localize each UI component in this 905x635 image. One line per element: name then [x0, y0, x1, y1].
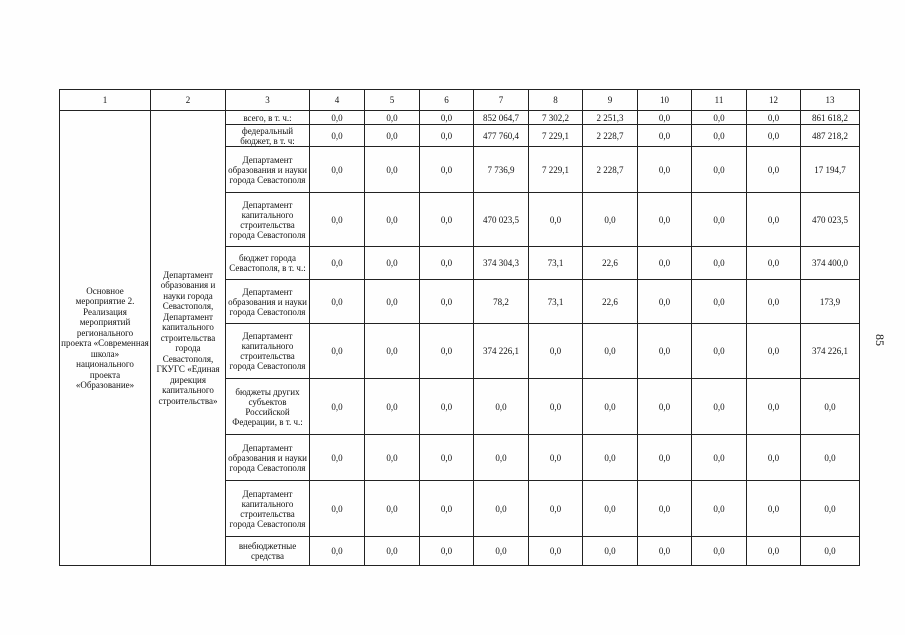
- value-cell: 0,0: [638, 247, 692, 280]
- value-cell: 0,0: [365, 280, 420, 324]
- value-cell: 0,0: [365, 537, 420, 566]
- value-cell: 0,0: [529, 435, 583, 481]
- value-cell: 0,0: [365, 435, 420, 481]
- column-header: 11: [692, 90, 747, 111]
- funding-source-cell: Департамент образования и науки города Севастополя: [226, 280, 310, 324]
- value-cell: 0,0: [310, 193, 365, 247]
- value-cell: 0,0: [747, 324, 801, 379]
- value-cell: 0,0: [692, 280, 747, 324]
- value-cell: 0,0: [638, 147, 692, 193]
- value-cell: 0,0: [365, 111, 420, 125]
- funding-source-cell: всего, в т. ч.:: [226, 111, 310, 125]
- value-cell: 0,0: [638, 537, 692, 566]
- value-cell: 0,0: [420, 379, 474, 435]
- column-header: 1: [60, 90, 151, 111]
- funding-source-cell: Департамент образования и науки города Севастополя: [226, 435, 310, 481]
- value-cell: 0,0: [529, 324, 583, 379]
- value-cell: 17 194,7: [801, 147, 860, 193]
- value-cell: 0,0: [529, 379, 583, 435]
- funding-source-cell: Департамент капитального строительства города Севастополя: [226, 193, 310, 247]
- value-cell: 2 228,7: [583, 147, 638, 193]
- value-cell: 0,0: [801, 537, 860, 566]
- value-cell: 0,0: [692, 147, 747, 193]
- column-header: 10: [638, 90, 692, 111]
- value-cell: 0,0: [310, 111, 365, 125]
- table-body: [60, 111, 860, 566]
- value-cell: 0,0: [365, 125, 420, 147]
- table-row: [60, 111, 860, 125]
- value-cell: 22,6: [583, 247, 638, 280]
- value-cell: 0,0: [310, 435, 365, 481]
- value-cell: 0,0: [692, 111, 747, 125]
- value-cell: 0,0: [529, 537, 583, 566]
- value-cell: 73,1: [529, 247, 583, 280]
- value-cell: 0,0: [638, 125, 692, 147]
- value-cell: 22,6: [583, 280, 638, 324]
- value-cell: 0,0: [420, 537, 474, 566]
- table-header: [60, 90, 860, 111]
- value-cell: 0,0: [692, 193, 747, 247]
- value-cell: 0,0: [692, 324, 747, 379]
- funding-source-cell: Департамент капитального строительства города Севастополя: [226, 324, 310, 379]
- value-cell: 0,0: [365, 193, 420, 247]
- value-cell: 0,0: [638, 435, 692, 481]
- funding-source-cell: федеральный бюджет, в т. ч:: [226, 125, 310, 147]
- value-cell: 0,0: [747, 193, 801, 247]
- funding-source-cell: бюджет города Севастополя, в т. ч.:: [226, 247, 310, 280]
- value-cell: 0,0: [747, 537, 801, 566]
- value-cell: 0,0: [420, 324, 474, 379]
- value-cell: 0,0: [692, 125, 747, 147]
- value-cell: 0,0: [692, 435, 747, 481]
- value-cell: 0,0: [747, 481, 801, 537]
- funding-source-cell: Департамент капитального строительства города Севастополя: [226, 481, 310, 537]
- value-cell: 0,0: [692, 379, 747, 435]
- value-cell: 0,0: [420, 125, 474, 147]
- value-cell: 0,0: [474, 435, 529, 481]
- value-cell: 0,0: [474, 379, 529, 435]
- value-cell: 0,0: [801, 379, 860, 435]
- funding-source-cell: бюджеты других субъектов Российской Федерации, в т. ч.:: [226, 379, 310, 435]
- value-cell: 0,0: [420, 435, 474, 481]
- value-cell: 0,0: [747, 247, 801, 280]
- page-number: 85: [873, 334, 887, 346]
- event-name-cell: Основное мероприятие 2. Реализация мероприятий регионального проекта «Современная школа» национального проекта «Образование»: [60, 111, 151, 566]
- column-header: 3: [226, 90, 310, 111]
- column-header: 5: [365, 90, 420, 111]
- value-cell: 0,0: [583, 379, 638, 435]
- value-cell: 0,0: [420, 193, 474, 247]
- value-cell: 0,0: [583, 435, 638, 481]
- value-cell: 0,0: [420, 481, 474, 537]
- value-cell: 0,0: [310, 537, 365, 566]
- value-cell: 0,0: [747, 280, 801, 324]
- value-cell: 477 760,4: [474, 125, 529, 147]
- value-cell: 374 226,1: [801, 324, 860, 379]
- value-cell: 7 302,2: [529, 111, 583, 125]
- value-cell: 0,0: [365, 481, 420, 537]
- executors-cell: Департамент образования и науки города Севастополя, Департамент капитального строительства города Севастополя, ГКУГС «Единая дирекция капитального строительства»: [151, 111, 226, 566]
- header-row: [60, 90, 860, 111]
- value-cell: 0,0: [801, 435, 860, 481]
- value-cell: 0,0: [365, 147, 420, 193]
- value-cell: 0,0: [474, 537, 529, 566]
- value-cell: 0,0: [583, 193, 638, 247]
- value-cell: 470 023,5: [801, 193, 860, 247]
- value-cell: 7 736,9: [474, 147, 529, 193]
- value-cell: 0,0: [801, 481, 860, 537]
- column-header: 7: [474, 90, 529, 111]
- column-header: 12: [747, 90, 801, 111]
- value-cell: 0,0: [638, 379, 692, 435]
- value-cell: 0,0: [638, 193, 692, 247]
- value-cell: 0,0: [583, 324, 638, 379]
- value-cell: 7 229,1: [529, 125, 583, 147]
- value-cell: 0,0: [583, 481, 638, 537]
- value-cell: 0,0: [529, 193, 583, 247]
- value-cell: 0,0: [747, 379, 801, 435]
- column-header: 6: [420, 90, 474, 111]
- value-cell: 0,0: [529, 481, 583, 537]
- column-header: 8: [529, 90, 583, 111]
- value-cell: 0,0: [583, 537, 638, 566]
- value-cell: 0,0: [310, 247, 365, 280]
- value-cell: 0,0: [310, 125, 365, 147]
- value-cell: 0,0: [638, 111, 692, 125]
- value-cell: 0,0: [747, 147, 801, 193]
- value-cell: 0,0: [365, 379, 420, 435]
- value-cell: 487 218,2: [801, 125, 860, 147]
- column-header: 13: [801, 90, 860, 111]
- value-cell: 374 400,0: [801, 247, 860, 280]
- value-cell: 861 618,2: [801, 111, 860, 125]
- value-cell: 0,0: [692, 247, 747, 280]
- value-cell: 852 064,7: [474, 111, 529, 125]
- value-cell: 0,0: [747, 111, 801, 125]
- value-cell: 73,1: [529, 280, 583, 324]
- budget-table: [59, 89, 860, 566]
- value-cell: 0,0: [310, 280, 365, 324]
- value-cell: 470 023,5: [474, 193, 529, 247]
- value-cell: 0,0: [310, 324, 365, 379]
- funding-source-cell: внебюджетные средства: [226, 537, 310, 566]
- value-cell: 0,0: [638, 481, 692, 537]
- value-cell: 2 228,7: [583, 125, 638, 147]
- value-cell: 0,0: [365, 324, 420, 379]
- value-cell: 0,0: [310, 481, 365, 537]
- value-cell: 0,0: [638, 280, 692, 324]
- value-cell: 7 229,1: [529, 147, 583, 193]
- value-cell: 0,0: [420, 147, 474, 193]
- value-cell: 0,0: [420, 111, 474, 125]
- column-header: 9: [583, 90, 638, 111]
- value-cell: 374 226,1: [474, 324, 529, 379]
- value-cell: 374 304,3: [474, 247, 529, 280]
- value-cell: 0,0: [420, 247, 474, 280]
- value-cell: 0,0: [310, 147, 365, 193]
- value-cell: 0,0: [310, 379, 365, 435]
- funding-source-cell: Департамент образования и науки города Севастополя: [226, 147, 310, 193]
- column-header: 2: [151, 90, 226, 111]
- value-cell: 78,2: [474, 280, 529, 324]
- value-cell: 173,9: [801, 280, 860, 324]
- column-header: 4: [310, 90, 365, 111]
- value-cell: 0,0: [365, 247, 420, 280]
- value-cell: 0,0: [747, 435, 801, 481]
- value-cell: 2 251,3: [583, 111, 638, 125]
- value-cell: 0,0: [692, 481, 747, 537]
- value-cell: 0,0: [638, 324, 692, 379]
- value-cell: 0,0: [747, 125, 801, 147]
- value-cell: 0,0: [692, 537, 747, 566]
- value-cell: 0,0: [474, 481, 529, 537]
- value-cell: 0,0: [420, 280, 474, 324]
